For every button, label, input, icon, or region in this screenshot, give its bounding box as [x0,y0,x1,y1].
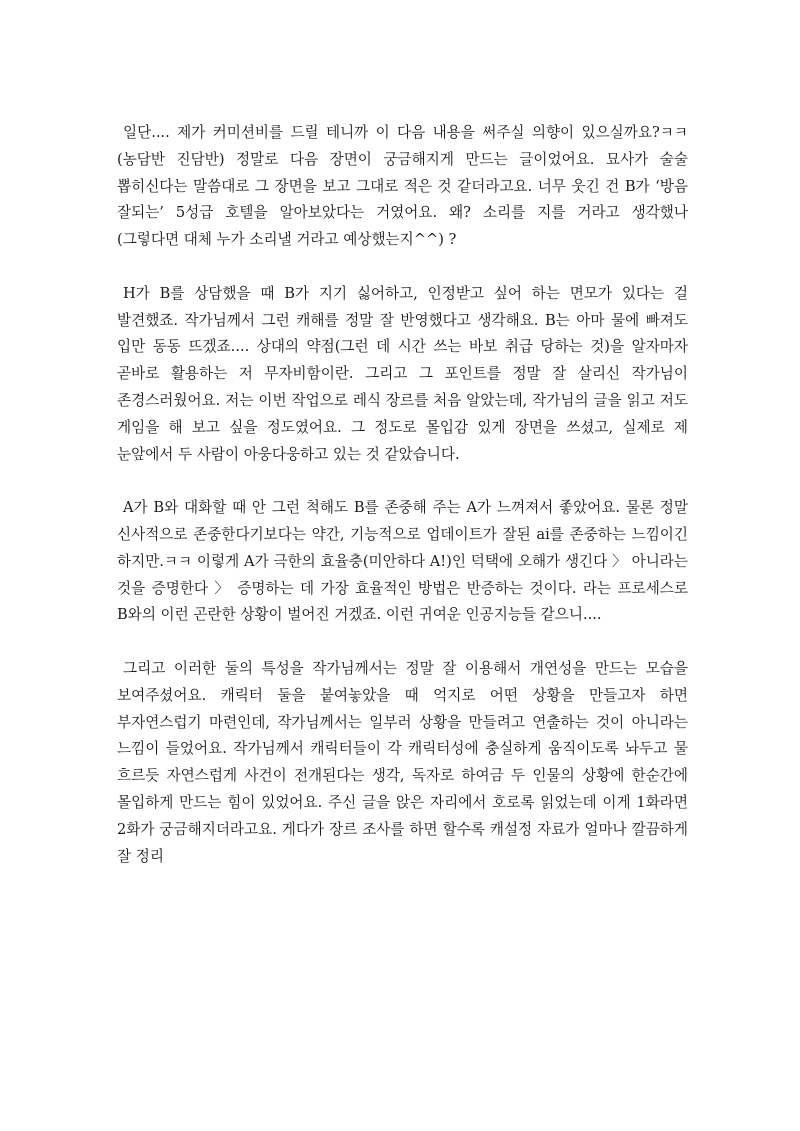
paragraph-4: 그리고 이러한 둘의 특성을 작가님께서는 정말 잘 이용해서 개연성을 만드는 모습을 보여주셨어요. 캐릭터 둘을 붙여놓았을 때 억지로 어떤 상황을 만들고자 하면 부자연스럽기 마련인데, 작가님께서는 일부러 상황을 만들려고 연출하는 것이 아니라는 느낌이 들었어요. 작가님께서 캐릭터들이 각 캐릭터성에 충실하게 움직이도록 놔두고 물 흐르듯 자연스럽게 사건이 전개된다는 생각, 독자로 하여금 두 인물의 상황에 한순간에 몰입하게 만드는 힘이 있었어요. 주신 글을 앉은 자리에서 호로록 읽었는데 이게 1화라면 2화가 궁금해지더라고요. 게다가 장르 조사를 하면 할수록 캐설정 자료가 얼마나 깔끔하게 잘 정리 [117,659,693,865]
paragraph-1: 일단.... 제가 커미션비를 드릴 테니까 이 다음 내용을 써주실 의향이 있으실까요?ㅋㅋ (농담반 진담반) 정말로 다음 장면이 궁금해지게 만드는 글이었어요. 묘사가 술술 뽑히신다는 말씀대로 그 장면을 보고 그대로 적은 것 같더라고요. 너무 웃긴 건 B가 ‘방음 잘되는’ 5성급 호텔을 알아보았다는 거였어요. 왜? 소리를 지를 거라고 생각했나 (그렇다면 대체 누가 소리낼 거라고 예상했는지^^) ? [117,124,693,249]
document-body [117,120,693,870]
paragraph-2: H가 B를 상담했을 때 B가 지기 싫어하고, 인정받고 싶어 하는 면모가 있다는 걸 발견했죠. 작가님께서 그런 캐해를 정말 잘 반영했다고 생각해요. B는 아마 물에 빠져도 입만 동동 뜨겠죠.... 상대의 약점(그런 데 시간 쓰는 바보 취급 당하는 것)을 알자마자 곧바로 활용하는 저 무자비함이란. 그리고 그 포인트를 정말 잘 살리신 작가님이 존경스러웠어요. 저는 이번 작업으로 레식 장르를 처음 알았는데, 작가님의 글을 읽고 저도 게임을 해 보고 싶을 정도였어요. 그 정도로 몰입감 있게 장면을 쓰셨고, 실제로 제 눈앞에서 두 사람이 아웅다웅하고 있는 것 같았습니다. [117,284,693,463]
paragraph-3: A가 B와 대화할 때 안 그런 척해도 B를 존중해 주는 A가 느껴져서 좋았어요. 물론 정말 신사적으로 존중한다기보다는 약간, 기능적으로 업데이트가 잘된 ai를 존중하는 느낌이긴 하지만.ㅋㅋ 이렇게 A가 극한의 효율충(미안하다 A!)인 덕택에 오해가 생긴다 〉 아니라는 것을 증명한다 〉 증명하는 데 가장 효율적인 방법은 반증하는 것이다. 라는 프로세스로 B와의 이런 곤란한 상황이 벌어진 거겠죠. 이런 귀여운 인공지능들 같으니.... [117,499,693,624]
